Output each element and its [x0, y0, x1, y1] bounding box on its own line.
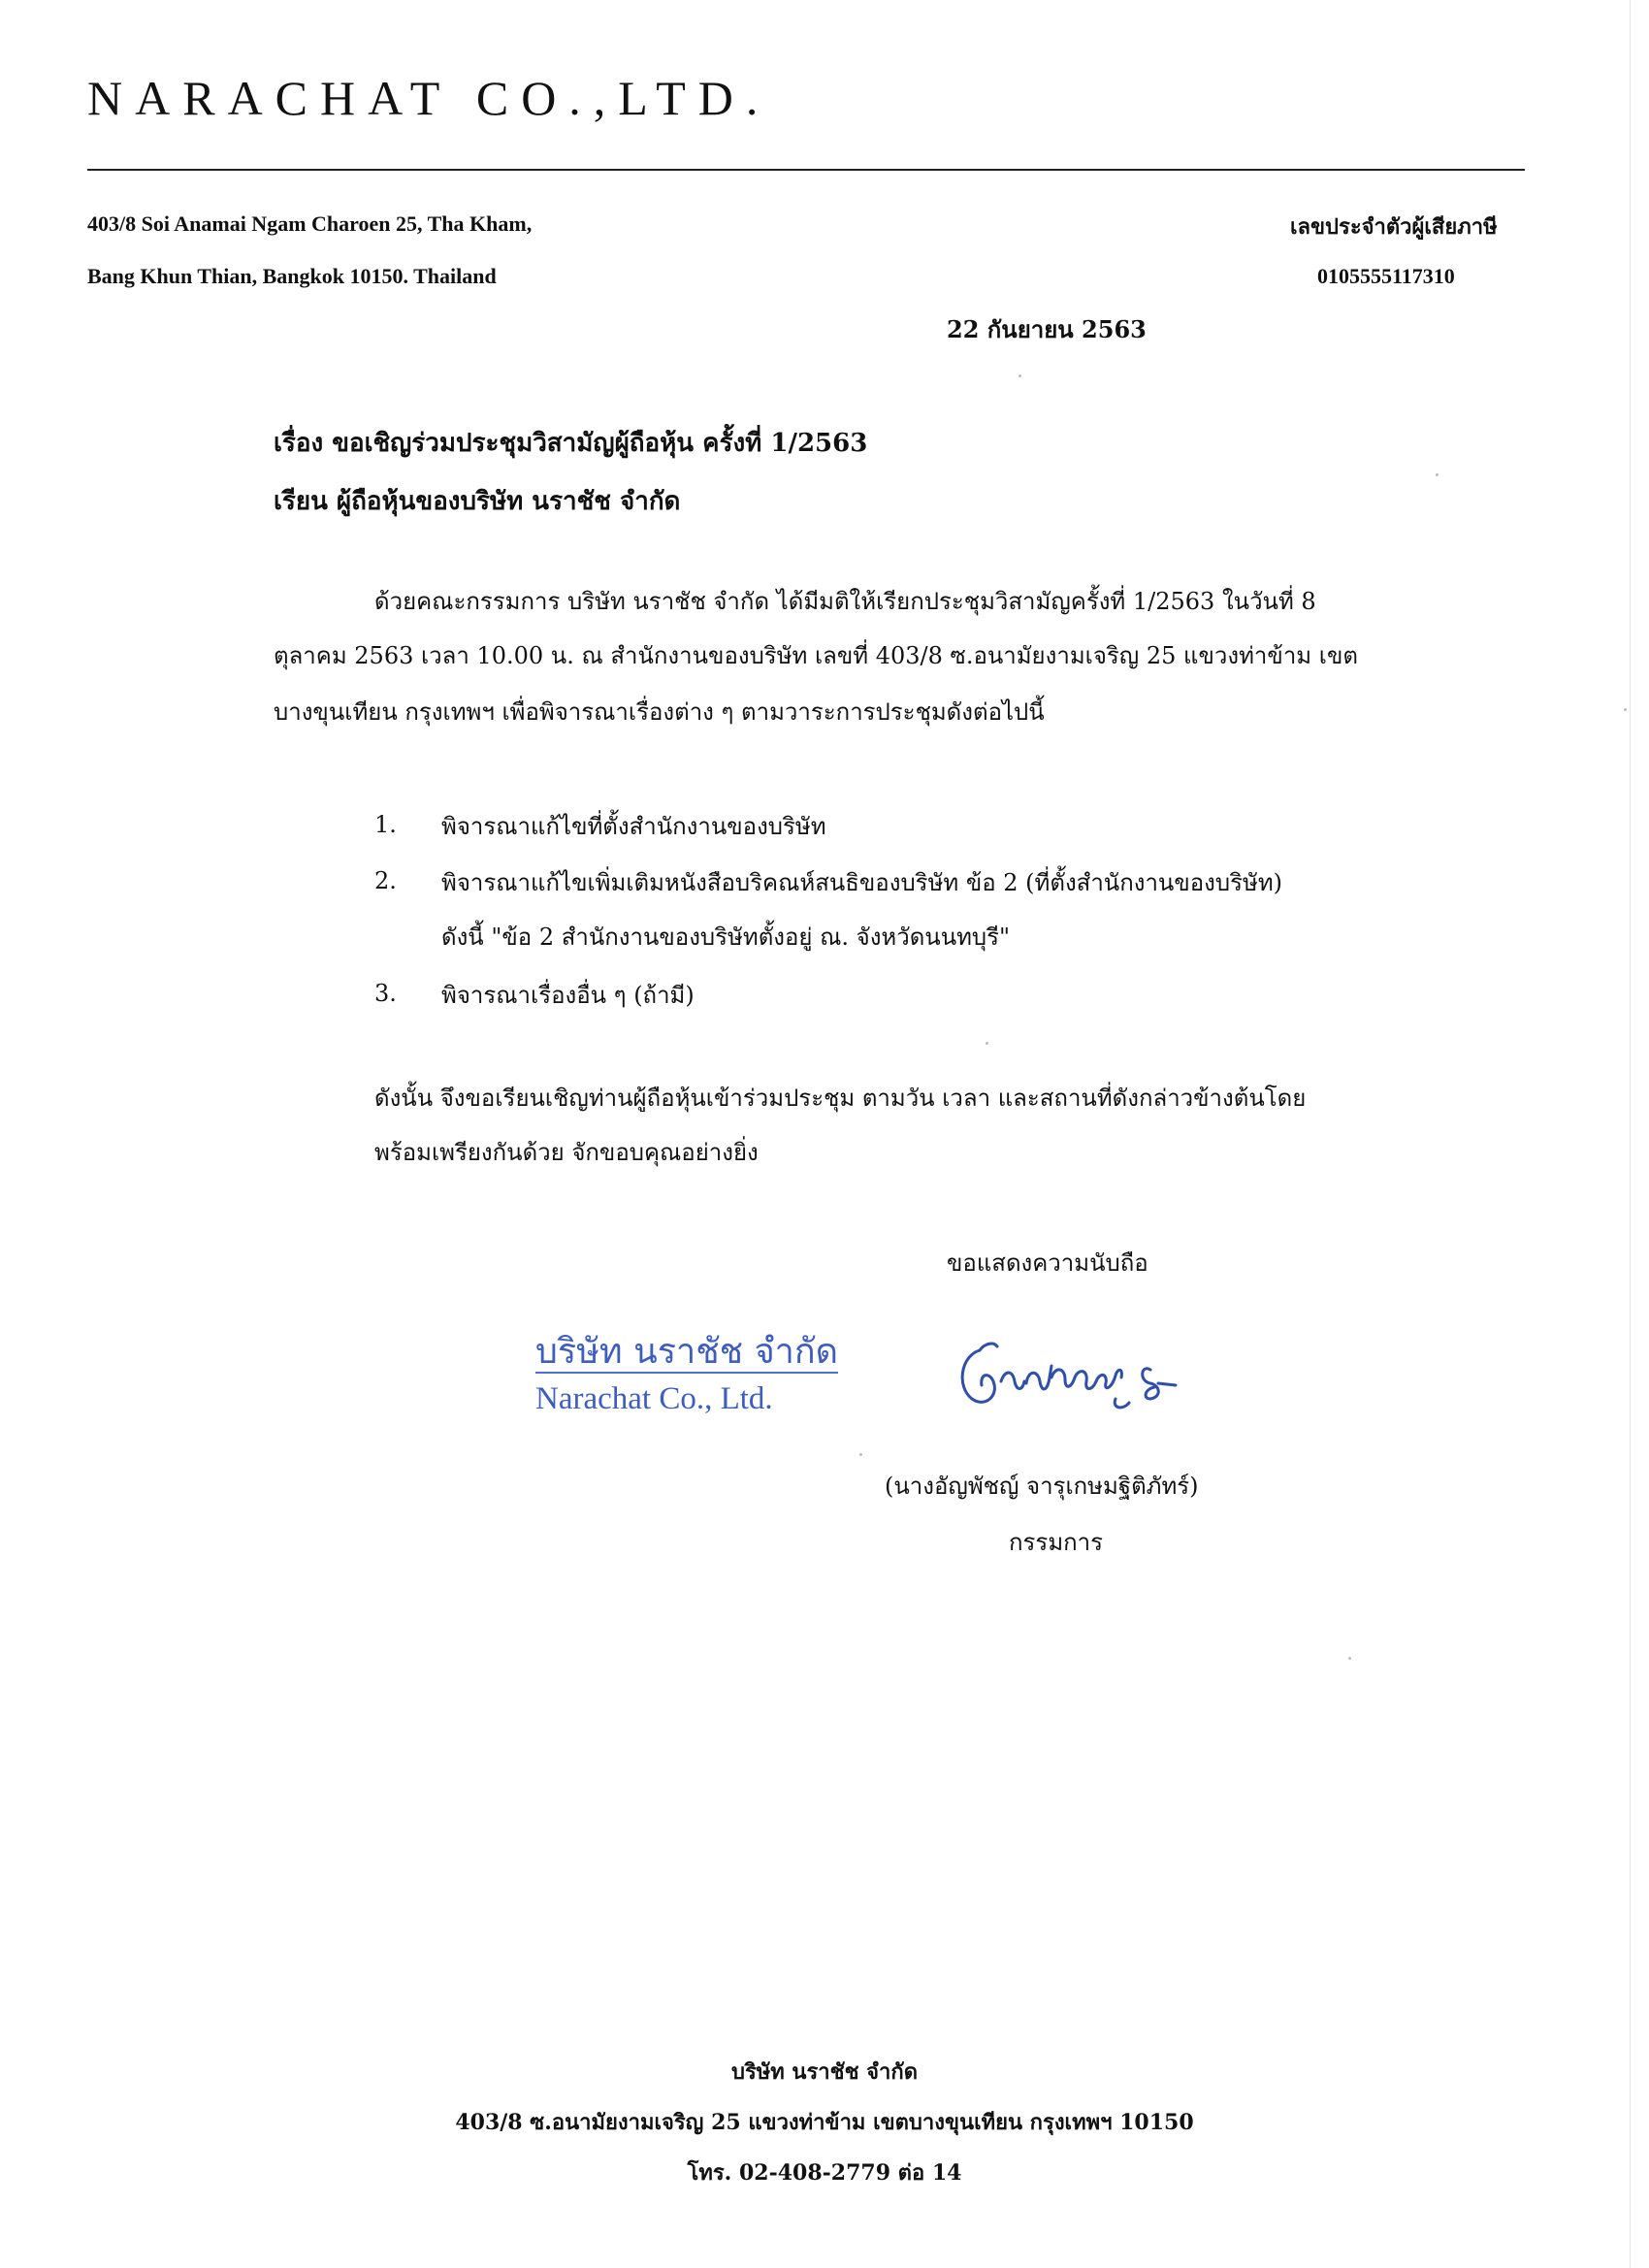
footer-company: บริษัท นราชัช จำกัด: [730, 2059, 919, 2085]
salutation: ขอแสดงความนับถือ: [947, 1249, 1148, 1277]
scan-speck: [1624, 708, 1627, 711]
handwritten-signature: [951, 1327, 1232, 1434]
subject-line: เรื่อง ขอเชิญร่วมประชุมวิสามัญผู้ถือหุ้น ครั้งที่ 1/2563: [274, 429, 868, 458]
signer-title: กรรมการ: [1009, 1529, 1104, 1556]
body-para-line-1: ด้วยคณะกรรมการ บริษัท นราชัช จำกัด ได้มีมติให้เรียกประชุมวิสามัญครั้งที่ 1/2563 ในวันที่ 8: [374, 588, 1316, 615]
agenda-item-2-line-2: ดังนี้ "ข้อ 2 สำนักงานของบริษัทตั้งอยู่ ณ. จังหวัดนนทบุรี": [441, 923, 1011, 951]
company-stamp-thai: บริษัท นราชัช จำกัด: [535, 1332, 839, 1372]
tax-id-number: 0105555117310: [1317, 264, 1455, 288]
scan-speck: [859, 1453, 862, 1456]
body-para-line-2: ตุลาคม 2563 เวลา 10.00 น. ณ สำนักงานของบริษัท เลขที่ 403/8 ซ.อนามัยงามเจริญ 25 แขวงท่าข้าม เขต: [274, 642, 1358, 669]
scan-speck: [1018, 374, 1021, 377]
company-stamp-underline: [535, 1372, 838, 1374]
scan-speck: [986, 1042, 988, 1045]
signer-name: (นางอัญพัชญ์ จารุเกษมฐิติภัทร์): [885, 1473, 1199, 1500]
address-line-2: Bang Khun Thian, Bangkok 10150. Thailand: [87, 264, 497, 288]
address-line-1: 403/8 Soi Anamai Ngam Charoen 25, Tha Kham,: [87, 211, 533, 236]
scan-speck: [1348, 1657, 1351, 1660]
body-para-line-3: บางขุนเทียน กรุงเทพฯ เพื่อพิจารณาเรื่องต่าง ๆ ตามวาระการประชุมดังต่อไปนี้: [274, 698, 1045, 726]
recipient-line: เรียน ผู้ถือหุ้นของบริษัท นราชัช จำกัด: [274, 487, 681, 516]
closing-line-2: พร้อมเพรียงกันด้วย จักขอบคุณอย่างยิ่ง: [374, 1139, 759, 1166]
agenda-item-3: พิจารณาเรื่องอื่น ๆ (ถ้ามี): [441, 982, 695, 1009]
scan-speck: [1436, 473, 1439, 476]
agenda-item-1: พิจารณาแก้ไขที่ตั้งสำนักงานของบริษัท: [441, 813, 826, 840]
footer-address: 403/8 ซ.อนามัยงามเจริญ 25 แขวงท่าข้าม เขตบางขุนเทียน กรุงเทพฯ 10150: [455, 2110, 1194, 2135]
agenda-item-2-line-1: พิจารณาแก้ไขเพิ่มเติมหนังสือบริคณห์สนธิของบริษัท ข้อ 2 (ที่ตั้งสำนักงานของบริษัท): [441, 869, 1282, 896]
tax-id-label: เลขประจำตัวผู้เสียภาษี: [1290, 214, 1498, 240]
company-name: NARACHAT CO.,LTD.: [87, 71, 771, 125]
company-stamp-english: Narachat Co., Ltd.: [535, 1381, 773, 1416]
letter-date: 22 กันยายน 2563: [947, 315, 1147, 343]
agenda-number-2: 2.: [374, 867, 397, 894]
footer-phone: โทร. 02-408-2779 ต่อ 14: [687, 2160, 962, 2186]
closing-line-1: ดังนั้น จึงขอเรียนเชิญท่านผู้ถือหุ้นเข้าร่วมประชุม ตามวัน เวลา และสถานที่ดังกล่าวข้างต้นโดย: [374, 1085, 1307, 1112]
letterhead-divider: [87, 169, 1525, 171]
agenda-number-3: 3.: [374, 980, 397, 1007]
scan-edge-line: [1630, 0, 1631, 2268]
agenda-number-1: 1.: [374, 811, 397, 838]
